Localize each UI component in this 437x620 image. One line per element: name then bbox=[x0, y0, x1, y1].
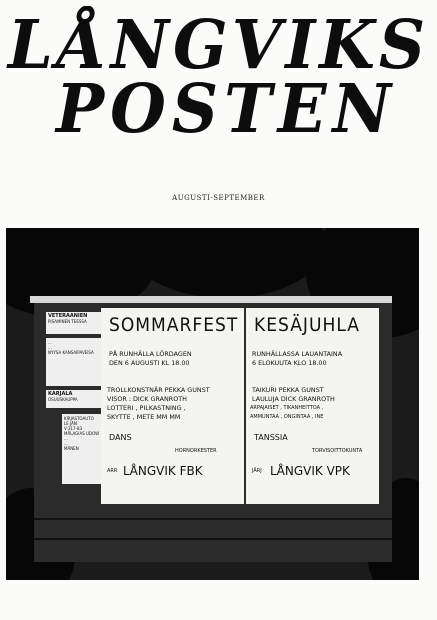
poster-line: AMMUNTAA , ONGINTAA , INE bbox=[250, 414, 324, 420]
tree-foliage bbox=[126, 228, 326, 298]
masthead-line-1: LÅNGVIKS bbox=[7, 6, 430, 85]
poster-line: TORVISOITTOKUNTA bbox=[312, 448, 363, 454]
board-plank bbox=[34, 538, 392, 540]
issue-period: AUGUSTI-SEPTEMBER bbox=[172, 194, 265, 202]
small-poster: ... ... NYYSA KANSAIPAVEISA bbox=[46, 338, 102, 386]
small-poster: KARJALA OSUUSKAUPPA bbox=[46, 390, 102, 408]
board-plank bbox=[34, 518, 392, 520]
poster-title: KESÄJUHLA bbox=[254, 314, 360, 336]
poster-line: LOTTERI , PILKASTNING , bbox=[107, 404, 186, 412]
poster-line: TAIKURI PEKKA GUNST bbox=[252, 386, 324, 394]
small-poster: KIRJASTOAUTO LE JÄN V-317-83 MÅLAGIAS UDOW ... ... MÄNEN bbox=[62, 414, 102, 484]
poster-line: RUNHÄLLASSA LAUANTAINA bbox=[252, 350, 343, 358]
board-roof bbox=[30, 296, 392, 303]
poster-line: VISOR : DICK GRANROTH bbox=[107, 395, 187, 403]
cover-photo bbox=[6, 228, 419, 580]
poster-line: ARR bbox=[107, 468, 118, 474]
poster-line: DANS bbox=[109, 433, 132, 442]
poster-kesajuhla bbox=[246, 308, 379, 504]
poster-organizer: LÅNGVIK VPK bbox=[270, 464, 350, 478]
poster-title: SOMMARFEST bbox=[109, 314, 239, 336]
poster-line: LAULUJA DICK GRANROTH bbox=[252, 395, 335, 403]
small-poster: VETERAANIEN PISAMINEN TEESSA bbox=[46, 312, 102, 334]
poster-line: TANSSIA bbox=[254, 433, 288, 442]
poster-line: ARPAJAISET , TIKANHEITTOA , bbox=[250, 405, 324, 411]
poster-sommarfest bbox=[101, 308, 244, 504]
poster-line: TROLLKONSTNÄR PEKKA GUNST bbox=[107, 386, 210, 394]
poster-organizer: LÅNGVIK FBK bbox=[123, 464, 203, 478]
poster-line: JÄRJ bbox=[252, 468, 262, 474]
masthead-line-2: POSTEN bbox=[56, 70, 397, 149]
poster-line: PÅ RUNHÄLLA LÖRDAGEN bbox=[109, 350, 192, 358]
poster-line: SKYTTE , METE MM MM bbox=[107, 413, 181, 421]
poster-line: HORNORKESTER bbox=[175, 448, 217, 454]
poster-line: DEN 6 AUGUSTI KL 18.00 bbox=[109, 359, 190, 367]
poster-line: 6 ELOKUUTA KLO 18.00 bbox=[252, 359, 327, 367]
